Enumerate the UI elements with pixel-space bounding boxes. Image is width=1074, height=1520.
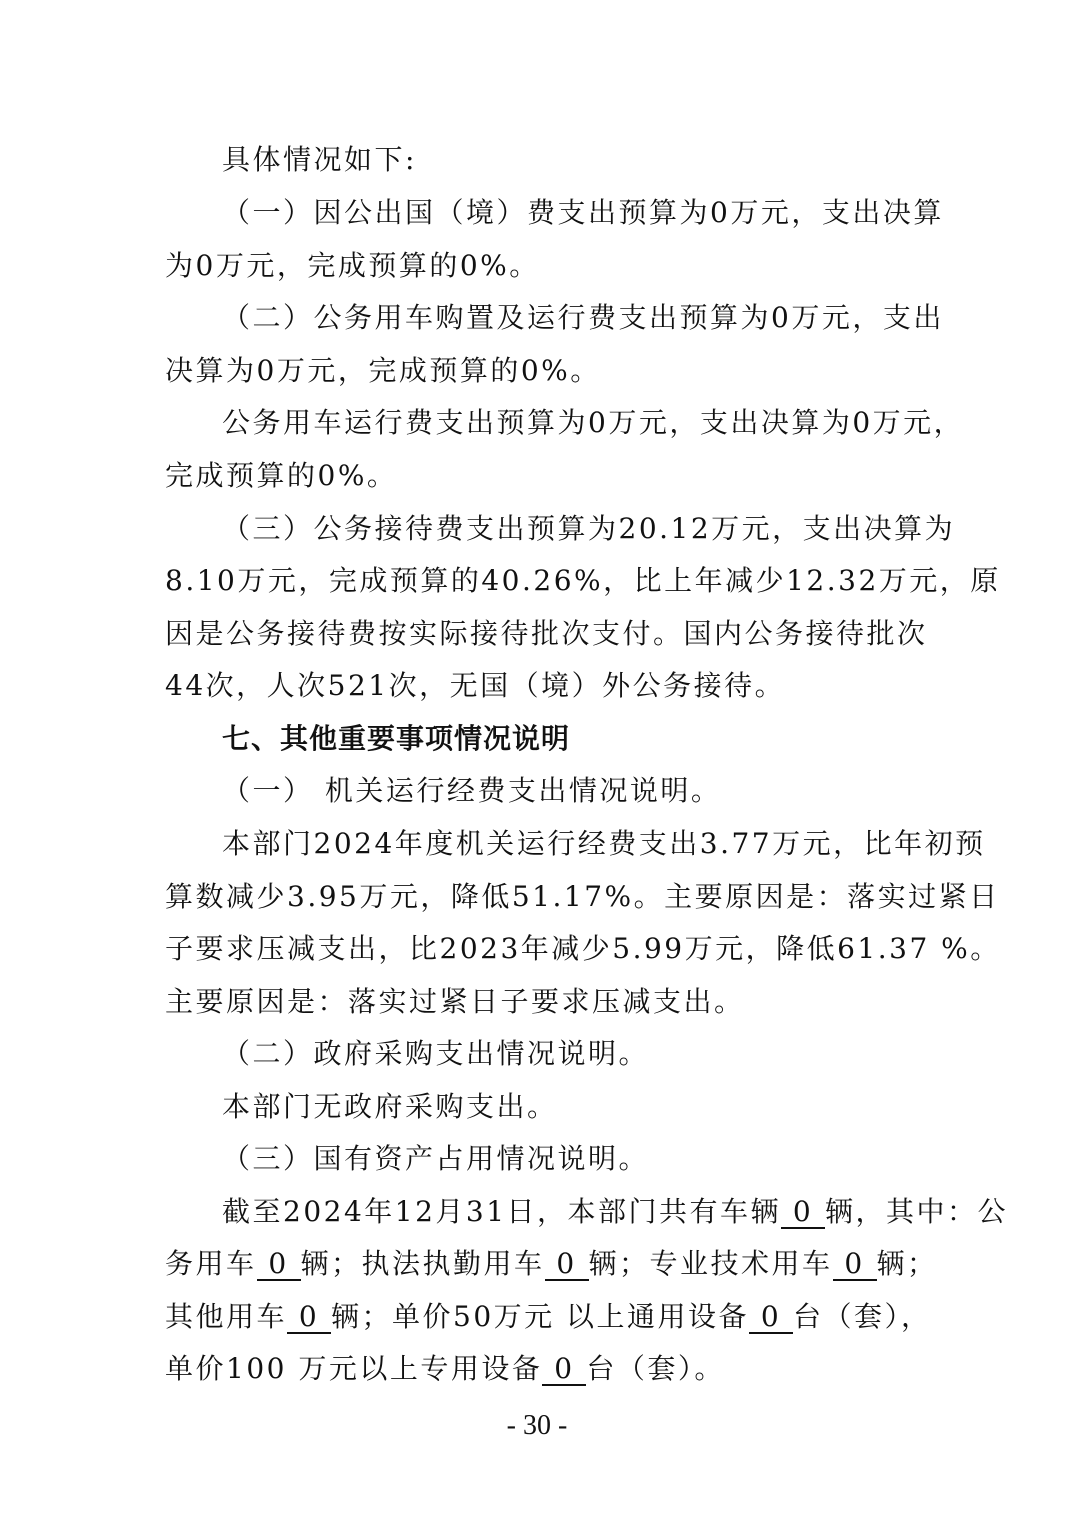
assets-text: 辆，其中：公 bbox=[825, 1195, 1009, 1228]
paragraph-line: 8.10万元，完成预算的40.26%，比上年减少12.32万元，原 bbox=[165, 564, 1001, 597]
assets-text: 辆；单价50万元 以上通用设备 bbox=[331, 1300, 750, 1333]
paragraph-line: 为0万元，完成预算的0%。 bbox=[165, 249, 540, 282]
assets-text: 务用车 bbox=[165, 1247, 257, 1280]
assets-text: 截至2024年12月31日，本部门共有车辆 bbox=[222, 1195, 782, 1228]
paragraph-line: 完成预算的0%。 bbox=[165, 459, 398, 492]
technical-car-count-value: 0 bbox=[833, 1249, 877, 1281]
assets-line bbox=[165, 1351, 725, 1387]
assets-text: 辆；执法执勤用车 bbox=[300, 1247, 545, 1280]
assets-text: 单价100 万元以上专用设备 bbox=[165, 1352, 543, 1385]
other-car-count-value: 0 bbox=[287, 1302, 331, 1334]
subsection-title: （三）国有资产占用情况说明。 bbox=[222, 1142, 650, 1175]
assets-text: 其他用车 bbox=[165, 1300, 288, 1333]
assets-line bbox=[222, 1194, 1008, 1230]
subsection-title: （一） 机关运行经费支出情况说明。 bbox=[222, 774, 722, 807]
special-equipment-count-value: 0 bbox=[542, 1354, 586, 1386]
assets-text: 台（套）。 bbox=[586, 1352, 725, 1385]
vehicle-count-value: 0 bbox=[781, 1197, 825, 1229]
general-equipment-count-value: 0 bbox=[749, 1302, 793, 1334]
paragraph-line: 本部门2024年度机关运行经费支出3.77万元，比年初预 bbox=[222, 827, 986, 860]
paragraph-line: 因是公务接待费按实际接待批次支付。国内公务接待批次 bbox=[165, 617, 928, 650]
paragraph-line: 子要求压减支出，比2023年减少5.99万元，降低61.37 %。 bbox=[165, 932, 1001, 965]
paragraph-line: （三）公务接待费支出预算为20.12万元，支出决算为 bbox=[222, 512, 956, 545]
subsection-title: （二）政府采购支出情况说明。 bbox=[222, 1037, 650, 1070]
paragraph-line: 算数减少3.95万元，降低51.17%。主要原因是：落实过紧日 bbox=[165, 880, 1000, 913]
paragraph-line: 决算为0万元，完成预算的0%。 bbox=[165, 354, 601, 387]
assets-line bbox=[165, 1299, 932, 1335]
official-car-count-value: 0 bbox=[257, 1249, 301, 1281]
assets-text: 辆；专业技术用车 bbox=[588, 1247, 833, 1280]
paragraph-intro: 具体情况如下: bbox=[222, 143, 417, 176]
page-number: - 30 - bbox=[506, 1410, 568, 1441]
paragraph-line: 本部门无政府采购支出。 bbox=[222, 1090, 558, 1123]
paragraph-line: 主要原因是：落实过紧日子要求压减支出。 bbox=[165, 985, 745, 1018]
section-heading: 七、其他重要事项情况说明 bbox=[222, 722, 571, 755]
law-enforcement-car-count-value: 0 bbox=[545, 1249, 589, 1281]
paragraph-line: （二）公务用车购置及运行费支出预算为0万元，支出 bbox=[222, 301, 944, 334]
assets-line bbox=[165, 1246, 938, 1282]
paragraph-line: 44次，人次521次，无国（境）外公务接待。 bbox=[165, 669, 786, 702]
assets-text: 台（套）， bbox=[793, 1300, 932, 1333]
paragraph-line: （一）因公出国（境）费支出预算为0万元，支出决算 bbox=[222, 196, 944, 229]
paragraph-line: 公务用车运行费支出预算为0万元，支出决算为0万元， bbox=[222, 406, 965, 439]
assets-text: 辆； bbox=[876, 1247, 938, 1280]
